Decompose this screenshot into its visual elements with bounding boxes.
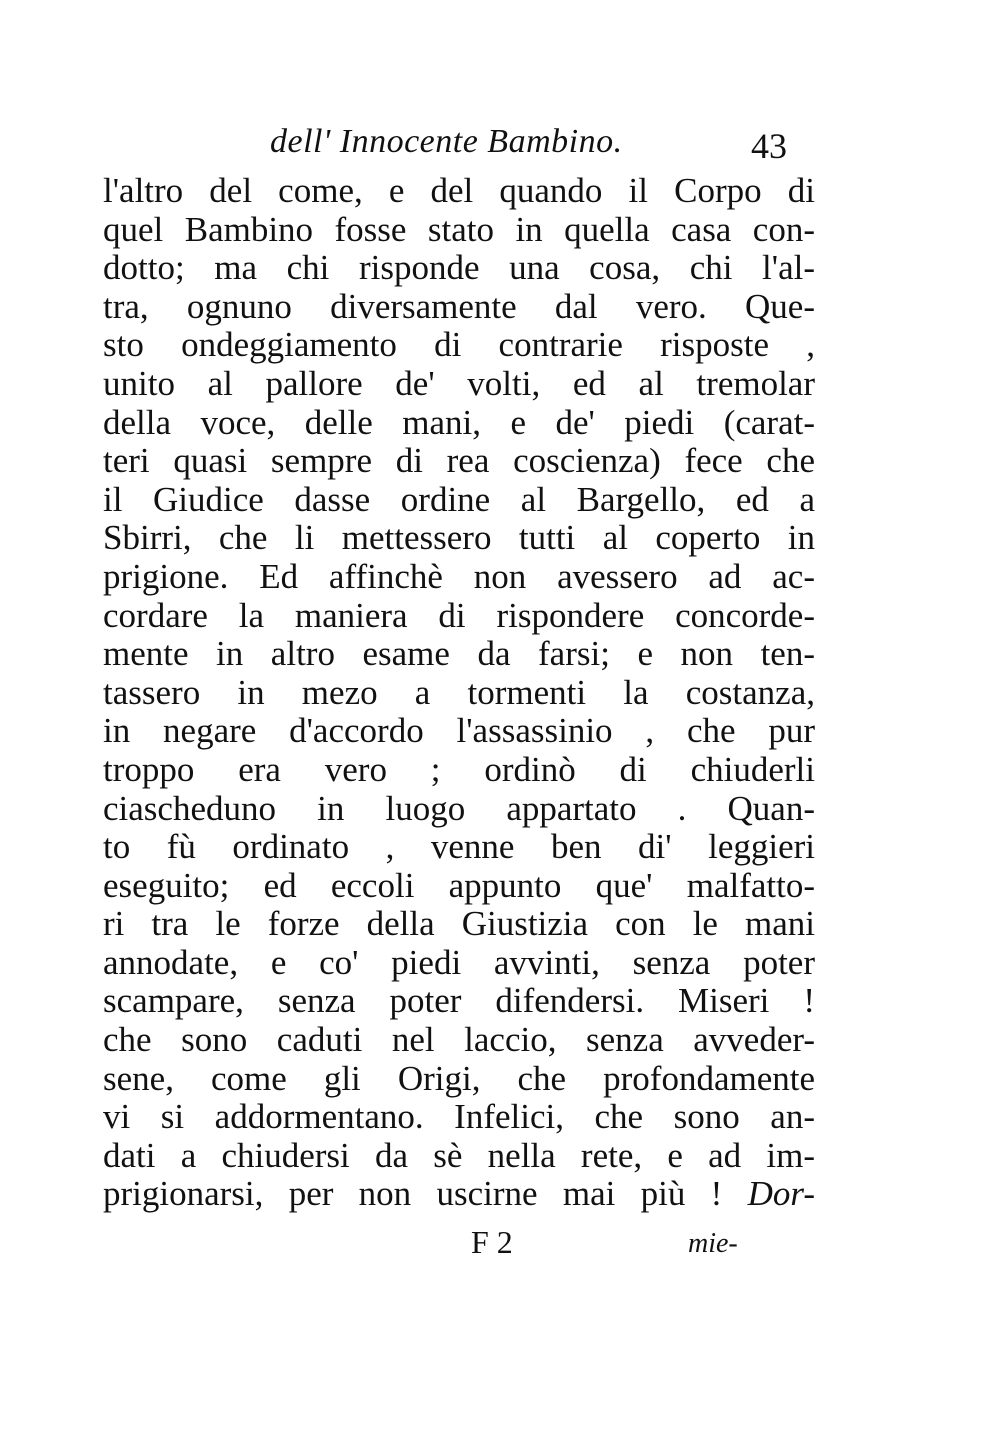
body-text: [103, 172, 815, 1214]
text-line: eseguito; ed eccoli appunto que' malfatto-: [103, 865, 815, 905]
text-line: dotto; ma chi risponde una cosa, chi l'al-: [103, 248, 815, 288]
page-number: 43: [751, 126, 787, 166]
text-line: vi si addormentano. Infelici, che sono an-: [103, 1097, 815, 1137]
text-line: sto ondeggiamento di contrarie risposte ,: [103, 325, 815, 365]
text-line: in negare d'accordo l'assassinio , che pur: [103, 711, 815, 751]
text-line: scampare, senza poter difendersi. Miseri !: [103, 981, 815, 1021]
text-line: annodate, e co' piedi avvinti, senza poter: [103, 942, 815, 982]
text-line: Sbirri, che li mettessero tutti al coperto in: [103, 518, 815, 558]
text-line: to fù ordinato , venne ben di' leggieri: [103, 827, 815, 867]
page-footer: [103, 1222, 815, 1262]
text-line: cordare la maniera di rispondere concorde-: [103, 595, 815, 635]
text-line: il Giudice dasse ordine al Bargello, ed a: [103, 479, 815, 519]
running-title: dell' Innocente Bambino.: [270, 123, 623, 160]
text-line: che sono caduti nel laccio, senza avveder-: [103, 1020, 815, 1060]
text-line: tra, ognuno diversamente dal vero. Que-: [103, 286, 815, 326]
signature-mark: F 2: [471, 1224, 513, 1260]
inline-catchword: Dor-: [747, 1174, 816, 1214]
text-line: unito al pallore de' volti, ed al tremolar: [103, 363, 815, 403]
text-line: tassero in mezo a tormenti la costanza,: [103, 672, 815, 712]
text-line: sene, come gli Origi, che profondamente: [103, 1058, 815, 1098]
catchword: mie-: [688, 1228, 738, 1259]
text-line: troppo era vero ; ordinò di chiuderli: [103, 749, 815, 789]
text-line: della voce, delle mani, e de' piedi (carat-: [103, 402, 815, 442]
text-line: quel Bambino fosse stato in quella casa con-: [103, 209, 815, 249]
text-line-last-content: prigionarsi, per non uscirne mai più !: [103, 1174, 723, 1214]
text-line-last: [103, 1175, 815, 1214]
text-line: prigione. Ed affinchè non avessero ad ac-: [103, 556, 815, 596]
text-line: ciascheduno in luogo appartato . Quan-: [103, 788, 815, 828]
text-line: mente in altro esame da farsi; e non ten-: [103, 634, 815, 674]
text-line: teri quasi sempre di rea coscienza) fece che: [103, 441, 815, 481]
text-line: dati a chiudersi da sè nella rete, e ad im-: [103, 1135, 815, 1175]
text-line: ri tra le forze della Giustizia con le mani: [103, 904, 815, 944]
running-head: [270, 120, 815, 170]
text-line: l'altro del come, e del quando il Corpo di: [103, 171, 815, 210]
